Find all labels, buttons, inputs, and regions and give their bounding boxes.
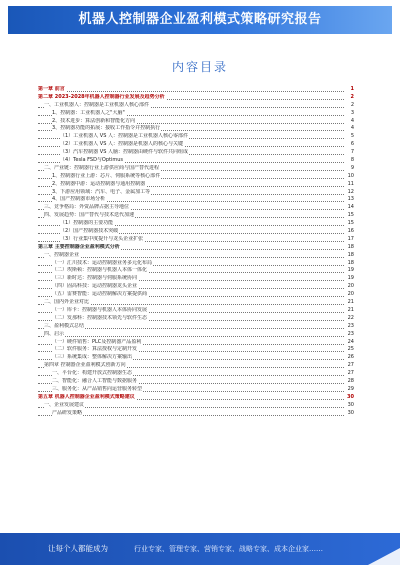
toc-entry[interactable] (38, 212, 354, 220)
toc-entry-label: 产品研发策略 (52, 409, 83, 416)
toc-entry-label: 四、启示 (44, 330, 65, 337)
toc-entry-label: （二）埃斯顿：控制器与机器人本体一体化 (52, 267, 148, 274)
toc-entry-page: 24 (347, 338, 354, 345)
toc-entry[interactable] (38, 118, 354, 126)
toc-entry-page: 18 (347, 251, 354, 258)
toc-entry[interactable] (38, 370, 354, 378)
toc-entry-label: 第一章 前言 (38, 86, 65, 92)
table-of-contents (38, 86, 354, 417)
toc-entry-label: （二）软件服务：算法授权与定制开发 (52, 346, 138, 353)
toc-entry[interactable] (38, 299, 354, 307)
toc-entry-page: 7 (350, 149, 354, 156)
toc-entry[interactable] (38, 260, 354, 268)
toc-entry-page: 23 (347, 322, 354, 329)
toc-entry-label: （一）硬件销售：PLC及控制器产品盈利 (52, 338, 142, 345)
toc-entry-page: 2 (350, 93, 354, 100)
toc-entry-page: 10 (347, 172, 354, 179)
toc-entry-page: 23 (347, 330, 354, 337)
toc-entry[interactable] (38, 362, 354, 370)
toc-entry-label: 四、发展趋势：国产替代与技术迭代加速 (44, 212, 135, 219)
toc-entry[interactable] (38, 339, 354, 347)
toc-entry[interactable] (38, 86, 354, 94)
toc-entry-label: 一、控制器企业 (44, 251, 80, 258)
report-header (0, 0, 400, 40)
toc-entry[interactable] (38, 394, 354, 402)
footer-banner (0, 533, 400, 565)
page-corner-decoration (368, 548, 400, 565)
toc-entry-page: 17 (347, 235, 354, 242)
toc-entry-label: （四）固高科技：运动控制器龙头企业 (52, 283, 138, 290)
toc-entry[interactable] (38, 283, 354, 291)
toc-entry-page: 11 (347, 180, 354, 187)
toc-entry[interactable] (38, 346, 354, 354)
toc-entry[interactable] (38, 141, 354, 149)
toc-entry-label: 2、技术进步：算法创新和智能化方向 (52, 117, 136, 124)
toc-entry[interactable] (38, 228, 354, 236)
toc-entry-page: 20 (347, 291, 354, 298)
toc-entry-page: 18 (347, 259, 354, 266)
toc-entry-label: 三、竞争格局：外资品牌占据主导地位 (44, 204, 130, 211)
footer-tagline: 行业专家、管理专家、营销专家、战略专家、成本企业家…… (134, 545, 323, 553)
toc-entry[interactable] (38, 275, 354, 283)
toc-entry[interactable] (38, 291, 354, 299)
toc-entry-label: 三、服务化：从产品销售向运营服务转型 (52, 385, 143, 392)
toc-entry[interactable] (38, 410, 354, 418)
toc-entry-page: 15 (347, 212, 354, 219)
toc-entry-label: （五）雷赛智能：运动控制解决方案提供商 (52, 291, 148, 298)
toc-entry[interactable] (38, 323, 354, 331)
toc-entry[interactable] (38, 196, 354, 204)
toc-entry[interactable] (38, 307, 354, 315)
toc-entry-label: 二、国内外企业对比 (44, 299, 90, 306)
toc-entry-label: （三）新时达：控制器与伺服系统协同 (52, 275, 138, 282)
toc-entry-label: 二、产业链：控制器行业上游供应商与国产替代进程 (44, 164, 160, 171)
toc-entry-page: 26 (347, 354, 354, 361)
toc-entry-page: 16 (347, 228, 354, 235)
toc-dot-leader (38, 257, 344, 258)
toc-entry[interactable] (38, 244, 354, 252)
toc-entry-label: 一、平台化：构建开放式控制器生态 (52, 370, 133, 377)
toc-entry[interactable] (38, 204, 354, 212)
toc-entry-page: 20 (347, 283, 354, 290)
toc-entry-label: 二、智能化：融合人工智能与数据服务 (52, 377, 138, 384)
toc-entry-page: 4 (350, 125, 354, 132)
toc-entry-label: （一）库卡：控制器与机器人本体协同发展 (52, 306, 148, 313)
toc-entry-label: 1、控制器：工业机器人之"大脑" (52, 109, 125, 116)
toc-entry[interactable] (38, 133, 354, 141)
toc-entry-page: 25 (347, 346, 354, 353)
toc-entry-page: 30 (347, 401, 354, 408)
toc-entry-page: 5 (350, 133, 354, 140)
report-title: 机器人控制器企业盈利模式策略研究报告 (78, 12, 322, 27)
toc-entry[interactable] (38, 149, 354, 157)
toc-entry[interactable] (38, 125, 354, 133)
toc-entry[interactable] (38, 378, 354, 386)
toc-entry-label: 4、国产控制器市场分析 (52, 196, 106, 203)
toc-dot-leader (38, 415, 344, 416)
footer-slogan: 让每个人都能成为 (48, 544, 108, 553)
toc-entry-label: （1）控制器的主要功能 (60, 220, 114, 227)
toc-entry-label: 3、控制器功能的拓展：接收工作指令并控制执行 (52, 125, 161, 132)
toc-entry-page: 6 (350, 141, 354, 148)
toc-entry-page: 19 (347, 275, 354, 282)
toc-entry-label: 第五章 机器人控制器企业盈利模式策略建议 (38, 393, 135, 400)
toc-entry[interactable] (38, 165, 354, 173)
toc-entry[interactable] (38, 157, 354, 165)
toc-entry[interactable] (38, 220, 354, 228)
toc-entry-label: （4）Tesla FSD与Optimus (60, 157, 124, 164)
toc-entry[interactable] (38, 331, 354, 339)
toc-entry-page: 14 (347, 204, 354, 211)
toc-entry-label: 第三章 主要控制器企业盈利模式分析 (38, 243, 120, 250)
toc-entry[interactable] (38, 267, 354, 275)
toc-entry-page: 18 (347, 243, 354, 250)
toc-entry-page: 27 (347, 362, 354, 369)
toc-entry[interactable] (38, 315, 354, 323)
toc-entry-page: 19 (347, 267, 354, 274)
toc-entry-page: 21 (347, 299, 354, 306)
toc-entry-page: 27 (347, 370, 354, 377)
toc-entry-page: 15 (347, 220, 354, 227)
toc-entry-page: 9 (350, 164, 354, 171)
toc-entry-page: 1 (350, 86, 354, 92)
toc-entry-label: （二）发那科：控制器技术领先与软件生态 (52, 314, 148, 321)
toc-entry-page: 28 (347, 377, 354, 384)
toc-entry-label: 三、盈利模式总结 (44, 322, 85, 329)
toc-entry-page: 29 (347, 385, 354, 392)
toc-entry[interactable] (38, 181, 354, 189)
toc-entry[interactable] (38, 110, 354, 118)
toc-entry[interactable] (38, 94, 354, 102)
toc-entry-label: 一、企业发展建议 (44, 401, 85, 408)
toc-entry-label: 2、控制器中游：运动控制器与通用控制器 (52, 180, 146, 187)
toc-entry[interactable] (38, 386, 354, 394)
toc-entry[interactable] (38, 173, 354, 181)
toc-entry[interactable] (38, 252, 354, 260)
toc-entry-label: （三）系统集成：整体解决方案输出 (52, 354, 133, 361)
toc-entry-label: 一、工业机器人：控制器是工业机器人核心部件 (44, 101, 150, 108)
toc-entry-label: （3）行业集中度提升与龙头企业扩张 (60, 235, 144, 242)
toc-entry-label: （1）工业机器人 VS 人：控制器是工业机器人核心零部件 (60, 133, 188, 140)
toc-entry-page: 22 (347, 314, 354, 321)
header-banner (8, 6, 392, 34)
toc-entry-page: 3 (350, 109, 354, 116)
toc-entry-label: （2）工业机器人 VS 人：控制器是机器人的核心与关键 (60, 141, 183, 148)
toc-entry[interactable] (38, 354, 354, 362)
toc-entry-page: 30 (347, 393, 354, 400)
toc-entry-label: 1、控制器行业上游：芯片、伺服系统等核心部件 (52, 172, 161, 179)
toc-entry-label: （一）汇川技术：运动控制器业务多元化布局 (52, 259, 153, 266)
toc-entry[interactable] (38, 189, 354, 197)
toc-entry[interactable] (38, 402, 354, 410)
toc-entry-page: 4 (350, 117, 354, 124)
toc-entry-label: （3）汽车控制器 VS 人脑：控制器由硬件与软件共同组成 (60, 149, 188, 156)
toc-title: 内容目录 (171, 60, 228, 74)
toc-entry-label: 第二章 2023-2028年机器人控制器行业发展及趋势分析 (38, 93, 165, 100)
toc-entry-page: 13 (347, 196, 354, 203)
toc-entry-page: 8 (350, 157, 354, 164)
toc-entry[interactable] (38, 102, 354, 110)
toc-entry[interactable] (38, 236, 354, 244)
toc-entry-label: （2）国产控制器技术突破 (60, 228, 119, 235)
toc-entry-page: 12 (347, 188, 354, 195)
toc-dot-leader (38, 336, 344, 337)
toc-entry-page: 30 (347, 409, 354, 416)
toc-entry-label: 3、下游应用领域：汽车、电子、金属加工等 (52, 188, 151, 195)
toc-entry-page: 21 (347, 306, 354, 313)
toc-entry-page: 2 (350, 101, 354, 108)
toc-entry-label: 第四章 控制器企业盈利模式创新方向 (44, 362, 126, 369)
toc-dot-leader (38, 91, 344, 92)
